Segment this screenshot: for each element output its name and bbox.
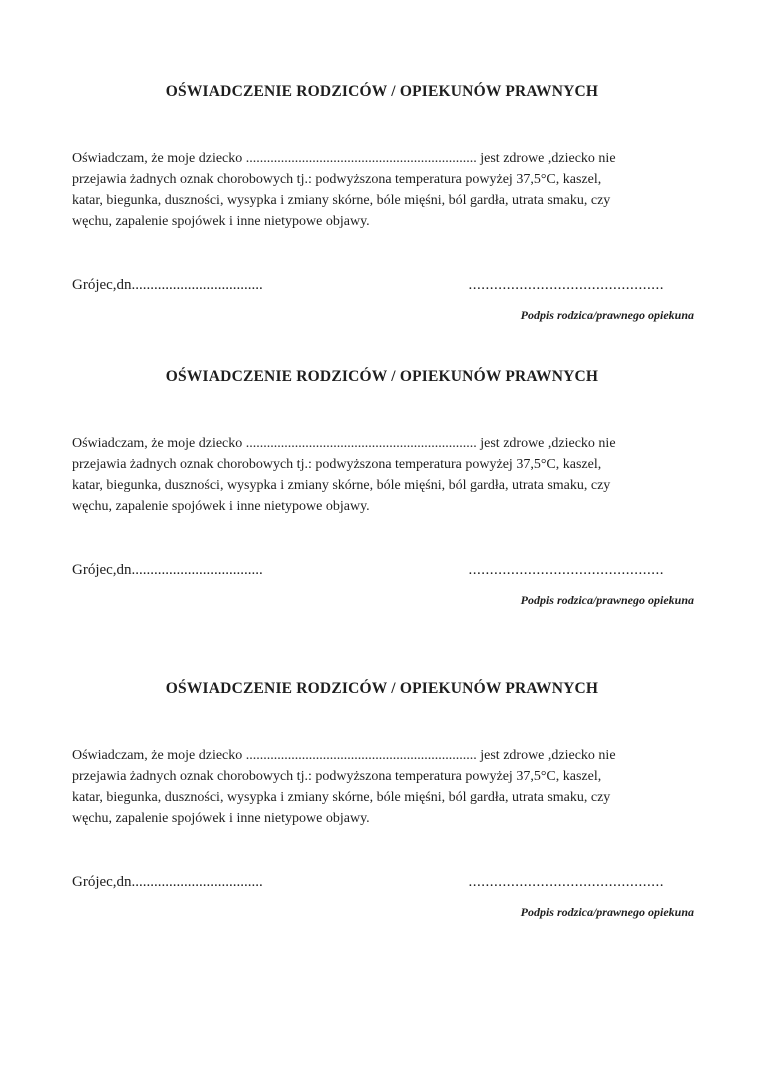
date-signature-row bbox=[72, 872, 664, 893]
section-title: OŚWIADCZENIE RODZICÓW / OPIEKUNÓW PRAWNYCH bbox=[165, 368, 599, 385]
signature-caption: Podpis rodzica/prawnego opiekuna bbox=[520, 308, 694, 322]
signature-caption: Podpis rodzica/prawnego opiekuna bbox=[520, 593, 694, 607]
paragraph-line: Oświadczam, że moje dziecko .................................................................. jest zdrowe ,dziecko nie bbox=[72, 151, 616, 166]
signature-line: .............................................. bbox=[468, 562, 664, 578]
paragraph-line: Oświadczam, że moje dziecko .................................................................. jest zdrowe ,dziecko nie bbox=[72, 436, 616, 451]
declaration-section-1 bbox=[0, 82, 764, 323]
paragraph-line: węchu, zapalenie spojówek i inne nietypowe objawy. bbox=[72, 499, 370, 514]
paragraph-line: przejawia żadnych oznak chorobowych tj.: podwyższona temperatura powyżej 37,5°C, kaszel, bbox=[72, 172, 602, 187]
place-date-line: Grójec,dn................................... bbox=[72, 277, 263, 293]
signature-line: .............................................. bbox=[468, 874, 664, 890]
declaration-paragraph bbox=[0, 148, 764, 232]
declaration-paragraph bbox=[0, 433, 764, 517]
declaration-section-2 bbox=[0, 367, 764, 608]
date-signature-row bbox=[72, 275, 664, 296]
paragraph-line: przejawia żadnych oznak chorobowych tj.: podwyższona temperatura powyżej 37,5°C, kaszel, bbox=[72, 457, 602, 472]
section-title: OŚWIADCZENIE RODZICÓW / OPIEKUNÓW PRAWNYCH bbox=[165, 680, 599, 697]
paragraph-line: katar, biegunka, duszności, wysypka i zmiany skórne, bóle mięśni, ból gardła, utrata smaku, czy bbox=[72, 790, 611, 805]
paragraph-line: katar, biegunka, duszności, wysypka i zmiany skórne, bóle mięśni, ból gardła, utrata smaku, czy bbox=[72, 193, 611, 208]
place-date-line: Grójec,dn................................... bbox=[72, 562, 263, 578]
section-title: OŚWIADCZENIE RODZICÓW / OPIEKUNÓW PRAWNYCH bbox=[165, 83, 599, 100]
signature-caption: Podpis rodzica/prawnego opiekuna bbox=[520, 905, 694, 919]
paragraph-line: węchu, zapalenie spojówek i inne nietypowe objawy. bbox=[72, 214, 370, 229]
place-date-line: Grójec,dn................................... bbox=[72, 874, 263, 890]
paragraph-line: Oświadczam, że moje dziecko .................................................................. jest zdrowe ,dziecko nie bbox=[72, 748, 616, 763]
paragraph-line: węchu, zapalenie spojówek i inne nietypowe objawy. bbox=[72, 811, 370, 826]
paragraph-line: przejawia żadnych oznak chorobowych tj.: podwyższona temperatura powyżej 37,5°C, kaszel, bbox=[72, 769, 602, 784]
paragraph-line: katar, biegunka, duszności, wysypka i zmiany skórne, bóle mięśni, ból gardła, utrata smaku, czy bbox=[72, 478, 611, 493]
signature-line: .............................................. bbox=[468, 277, 664, 293]
date-signature-row bbox=[72, 560, 664, 581]
declaration-paragraph bbox=[0, 745, 764, 829]
declaration-section-3 bbox=[0, 679, 764, 920]
